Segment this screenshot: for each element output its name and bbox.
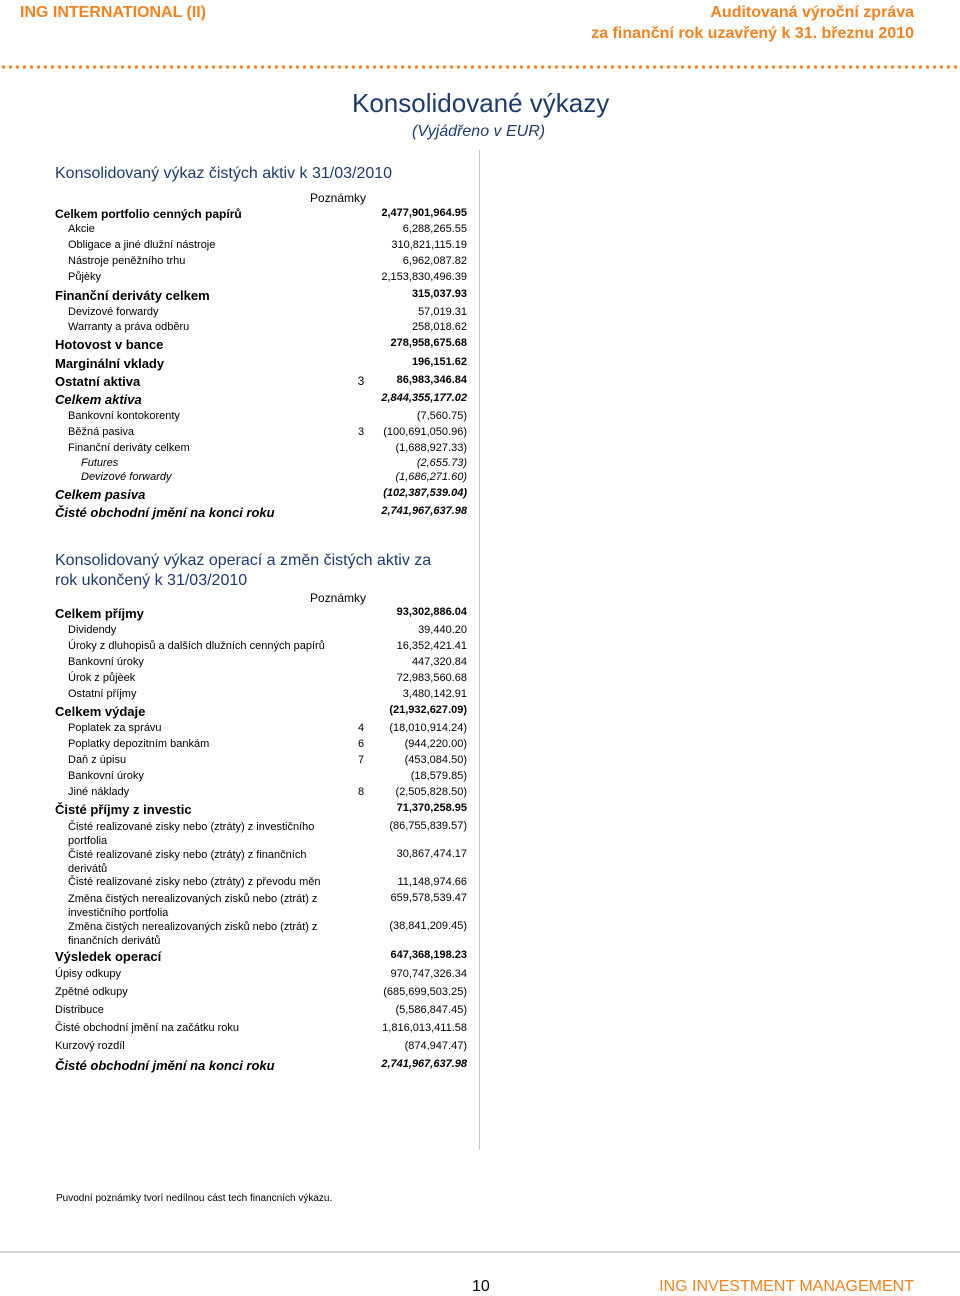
row-label: Celkem příjmy [55, 606, 144, 621]
table-row [55, 786, 475, 802]
row-label: Zpětné odkupy [55, 986, 128, 998]
section-title: Konsolidované výkazy [352, 88, 610, 118]
table-row [55, 392, 475, 408]
row-label: Futures [81, 457, 119, 469]
row-value: 11,148,974.66 [397, 876, 467, 888]
table-row [55, 892, 475, 919]
table-row [55, 722, 475, 738]
table-row [55, 704, 475, 720]
row-label: Čisté obchodní jmění na konci roku [55, 1058, 275, 1073]
row-label: Jiné náklady [68, 786, 130, 798]
row-value: 39,440.20 [418, 624, 467, 636]
row-value: 310,821,115.19 [391, 239, 467, 251]
table-row [55, 426, 475, 442]
row-label: Ostatní příjmy [68, 688, 137, 700]
table-row [55, 255, 475, 271]
row-value: (2,505,828.50) [395, 786, 467, 798]
row-label: Hotovost v bance [55, 337, 164, 352]
table-row [55, 288, 475, 304]
row-label: Čisté realizované zisky nebo (ztráty) z finančních derivátů [68, 849, 307, 875]
table-row [55, 337, 475, 353]
table-row [55, 356, 475, 372]
row-label: Marginální vklady [55, 356, 165, 371]
row-label: Poplatky depozitním bankám [68, 738, 210, 750]
table-row [55, 688, 475, 704]
table-row [55, 442, 475, 458]
row-value: 315,037.93 [411, 288, 467, 300]
table-row [55, 949, 475, 965]
row-label: Finanční deriváty celkem [68, 442, 190, 454]
table-row [55, 271, 475, 287]
table-row [55, 624, 475, 640]
net-assets-title: Konsolidovaný výkaz čistých aktiv k 31/03/2010 [55, 165, 393, 182]
table-row [55, 223, 475, 239]
row-label: Čisté realizované zisky nebo (ztráty) z převodu měn [68, 876, 321, 888]
row-note: 3 [357, 374, 365, 388]
header-company-name: ING INTERNATIONAL (II) [20, 4, 207, 21]
row-label: Daň z úpisu [68, 754, 127, 766]
operations-title-line2: rok ukončený k 31/03/2010 [55, 572, 248, 589]
row-label: Čisté obchodní jmění na konci roku [55, 505, 275, 520]
row-value: (21,932,627.09) [389, 704, 467, 716]
net-assets-notes-header: Poznámky [310, 191, 367, 205]
row-label: Akcie [68, 223, 95, 235]
row-value: (1,688,927.33) [395, 442, 467, 454]
row-note: 4 [357, 722, 365, 734]
row-label: Poplatek za správu [68, 722, 162, 734]
table-row [55, 487, 475, 503]
row-value: (453,084.50) [404, 754, 467, 766]
row-value: 278,958,675.68 [390, 337, 467, 349]
header-report-period: za finanční rok uzavřený k 31. březnu 2010 [591, 25, 914, 42]
table-row [55, 848, 475, 875]
table-row [55, 820, 475, 847]
row-value: 647,368,198.23 [390, 949, 467, 961]
row-value: (38,841,209.45) [389, 920, 467, 932]
header-report-title: Auditovaná výroční zpráva [710, 4, 914, 21]
section-subtitle: (Vyjádřeno v EUR) [412, 123, 546, 140]
row-value: 659,578,539.47 [390, 892, 467, 904]
row-value: 3,480,142.91 [402, 688, 467, 700]
table-row [55, 321, 475, 337]
row-value: 16,352,421.41 [396, 640, 467, 652]
row-value: (7,560.75) [416, 410, 467, 422]
table-row [55, 656, 475, 672]
row-label: Běžná pasiva [68, 426, 135, 438]
row-label: Půjèky [68, 271, 102, 283]
row-value: 2,741,967,637.98 [381, 1058, 467, 1070]
row-label: Úrok z půjèek [68, 672, 136, 684]
table-row [55, 672, 475, 688]
table-row [55, 1040, 475, 1056]
row-note: 3 [357, 426, 365, 438]
row-label: Celkem portfolio cenných papírů [55, 207, 242, 221]
row-note: 7 [357, 754, 365, 766]
table-row [55, 1004, 475, 1020]
row-label: Bankovní úroky [68, 770, 144, 782]
row-value: 2,153,830,496.39 [381, 271, 467, 283]
table-row [55, 306, 475, 322]
row-value: 2,741,967,637.98 [381, 505, 467, 517]
operations-title-line1: Konsolidovaný výkaz operací a změn čistých aktiv za [55, 552, 432, 569]
table-row [55, 738, 475, 754]
row-value: (1,686,271.60) [395, 471, 467, 483]
table-row [55, 606, 475, 622]
row-value: (100,691,050.96) [383, 426, 467, 438]
row-label: Distribuce [55, 1004, 104, 1016]
row-label: Bankovní kontokorenty [68, 410, 180, 422]
row-value: 970,747,326.34 [390, 968, 467, 980]
row-value: (18,579.85) [410, 770, 467, 782]
row-value: 57,019.31 [418, 306, 467, 318]
table-row [55, 876, 475, 892]
row-label: Finanční deriváty celkem [55, 288, 210, 303]
footer-brand: ING INVESTMENT MANAGEMENT [659, 1278, 914, 1295]
row-label: Výsledek operací [55, 949, 162, 964]
row-value: 6,288,265.55 [402, 223, 467, 235]
row-value: 30,867,474.17 [396, 848, 467, 860]
row-value: (685,699,503.25) [383, 986, 467, 998]
row-label: Úroky z dluhopisů a dalších dlužních cenných papírů [68, 640, 325, 652]
row-label: Změna čistých nerealizovaných zisků nebo (ztrát) z finančních derivátů [68, 921, 318, 947]
row-label: Bankovní úroky [68, 656, 144, 668]
table-row [55, 207, 475, 223]
row-label: Dividendy [68, 624, 117, 636]
footer-divider [0, 1251, 960, 1253]
row-value: 258,018.62 [411, 321, 467, 333]
table-row [55, 968, 475, 984]
row-note: 8 [357, 786, 365, 798]
table-row [55, 1058, 475, 1074]
row-note: 6 [357, 738, 365, 750]
vertical-divider [479, 150, 480, 1150]
row-label: Čisté obchodní jmění na začátku roku [55, 1022, 240, 1034]
page-number: 10 [472, 1278, 490, 1295]
table-row [55, 920, 475, 947]
table-row [55, 770, 475, 786]
row-label: Ostatní aktiva [55, 374, 141, 389]
operations-notes-header: Poznámky [310, 591, 367, 605]
row-value: (18,010,914.24) [389, 722, 467, 734]
row-value: (874,947.47) [404, 1040, 467, 1052]
row-value: 196,151.62 [411, 356, 467, 368]
table-row [55, 505, 475, 521]
row-value: 93,302,886.04 [396, 606, 467, 618]
row-label: Čisté realizované zisky nebo (ztráty) z investičního portfolia [68, 821, 315, 847]
table-row [55, 986, 475, 1002]
row-value: (2,655.73) [416, 457, 467, 469]
row-label: Úpisy odkupy [55, 968, 122, 980]
row-label: Čisté příjmy z investic [55, 802, 192, 817]
table-row [55, 1022, 475, 1038]
row-label: Nástroje peněžního trhu [68, 255, 186, 267]
row-value: 447,320.84 [411, 656, 467, 668]
row-value: 2,844,355,177.02 [381, 392, 467, 404]
row-value: (5,586,847.45) [395, 1004, 467, 1016]
table-row [55, 374, 475, 390]
row-value: 6,962,087.82 [402, 255, 467, 267]
row-value: 1,816,013,411.58 [382, 1022, 467, 1034]
row-value: 71,370,258.95 [396, 802, 467, 814]
row-value: 72,983,560.68 [396, 672, 467, 684]
row-label: Celkem pasiva [55, 487, 146, 502]
row-value: (86,755,839.57) [389, 820, 467, 832]
table-row [55, 802, 475, 818]
footnote: Puvodní poznámky tvorí nedílnou cást tech financních výkazu. [56, 1193, 333, 1204]
row-value: 86,983,346.84 [396, 374, 467, 386]
row-label: Obligace a jiné dlužní nástroje [68, 239, 216, 251]
table-row [55, 640, 475, 656]
table-row [55, 410, 475, 426]
row-label: Změna čistých nerealizovaných zisků nebo (ztrát) z investičního portfolia [68, 893, 318, 919]
dotted-separator [0, 64, 960, 70]
row-value: (102,387,539.04) [383, 487, 467, 499]
row-label: Warranty a práva odběru [68, 321, 190, 333]
table-row [55, 471, 475, 487]
row-label: Kurzový rozdíl [55, 1040, 125, 1052]
table-row [55, 754, 475, 770]
row-value: (944,220.00) [404, 738, 467, 750]
row-label: Devizové forwardy [68, 306, 159, 318]
row-label: Celkem aktiva [55, 392, 142, 407]
row-label: Devizové forwardy [81, 471, 172, 483]
row-value: 2,477,901,964.95 [381, 207, 467, 219]
table-row [55, 239, 475, 255]
row-label: Celkem výdaje [55, 704, 146, 719]
